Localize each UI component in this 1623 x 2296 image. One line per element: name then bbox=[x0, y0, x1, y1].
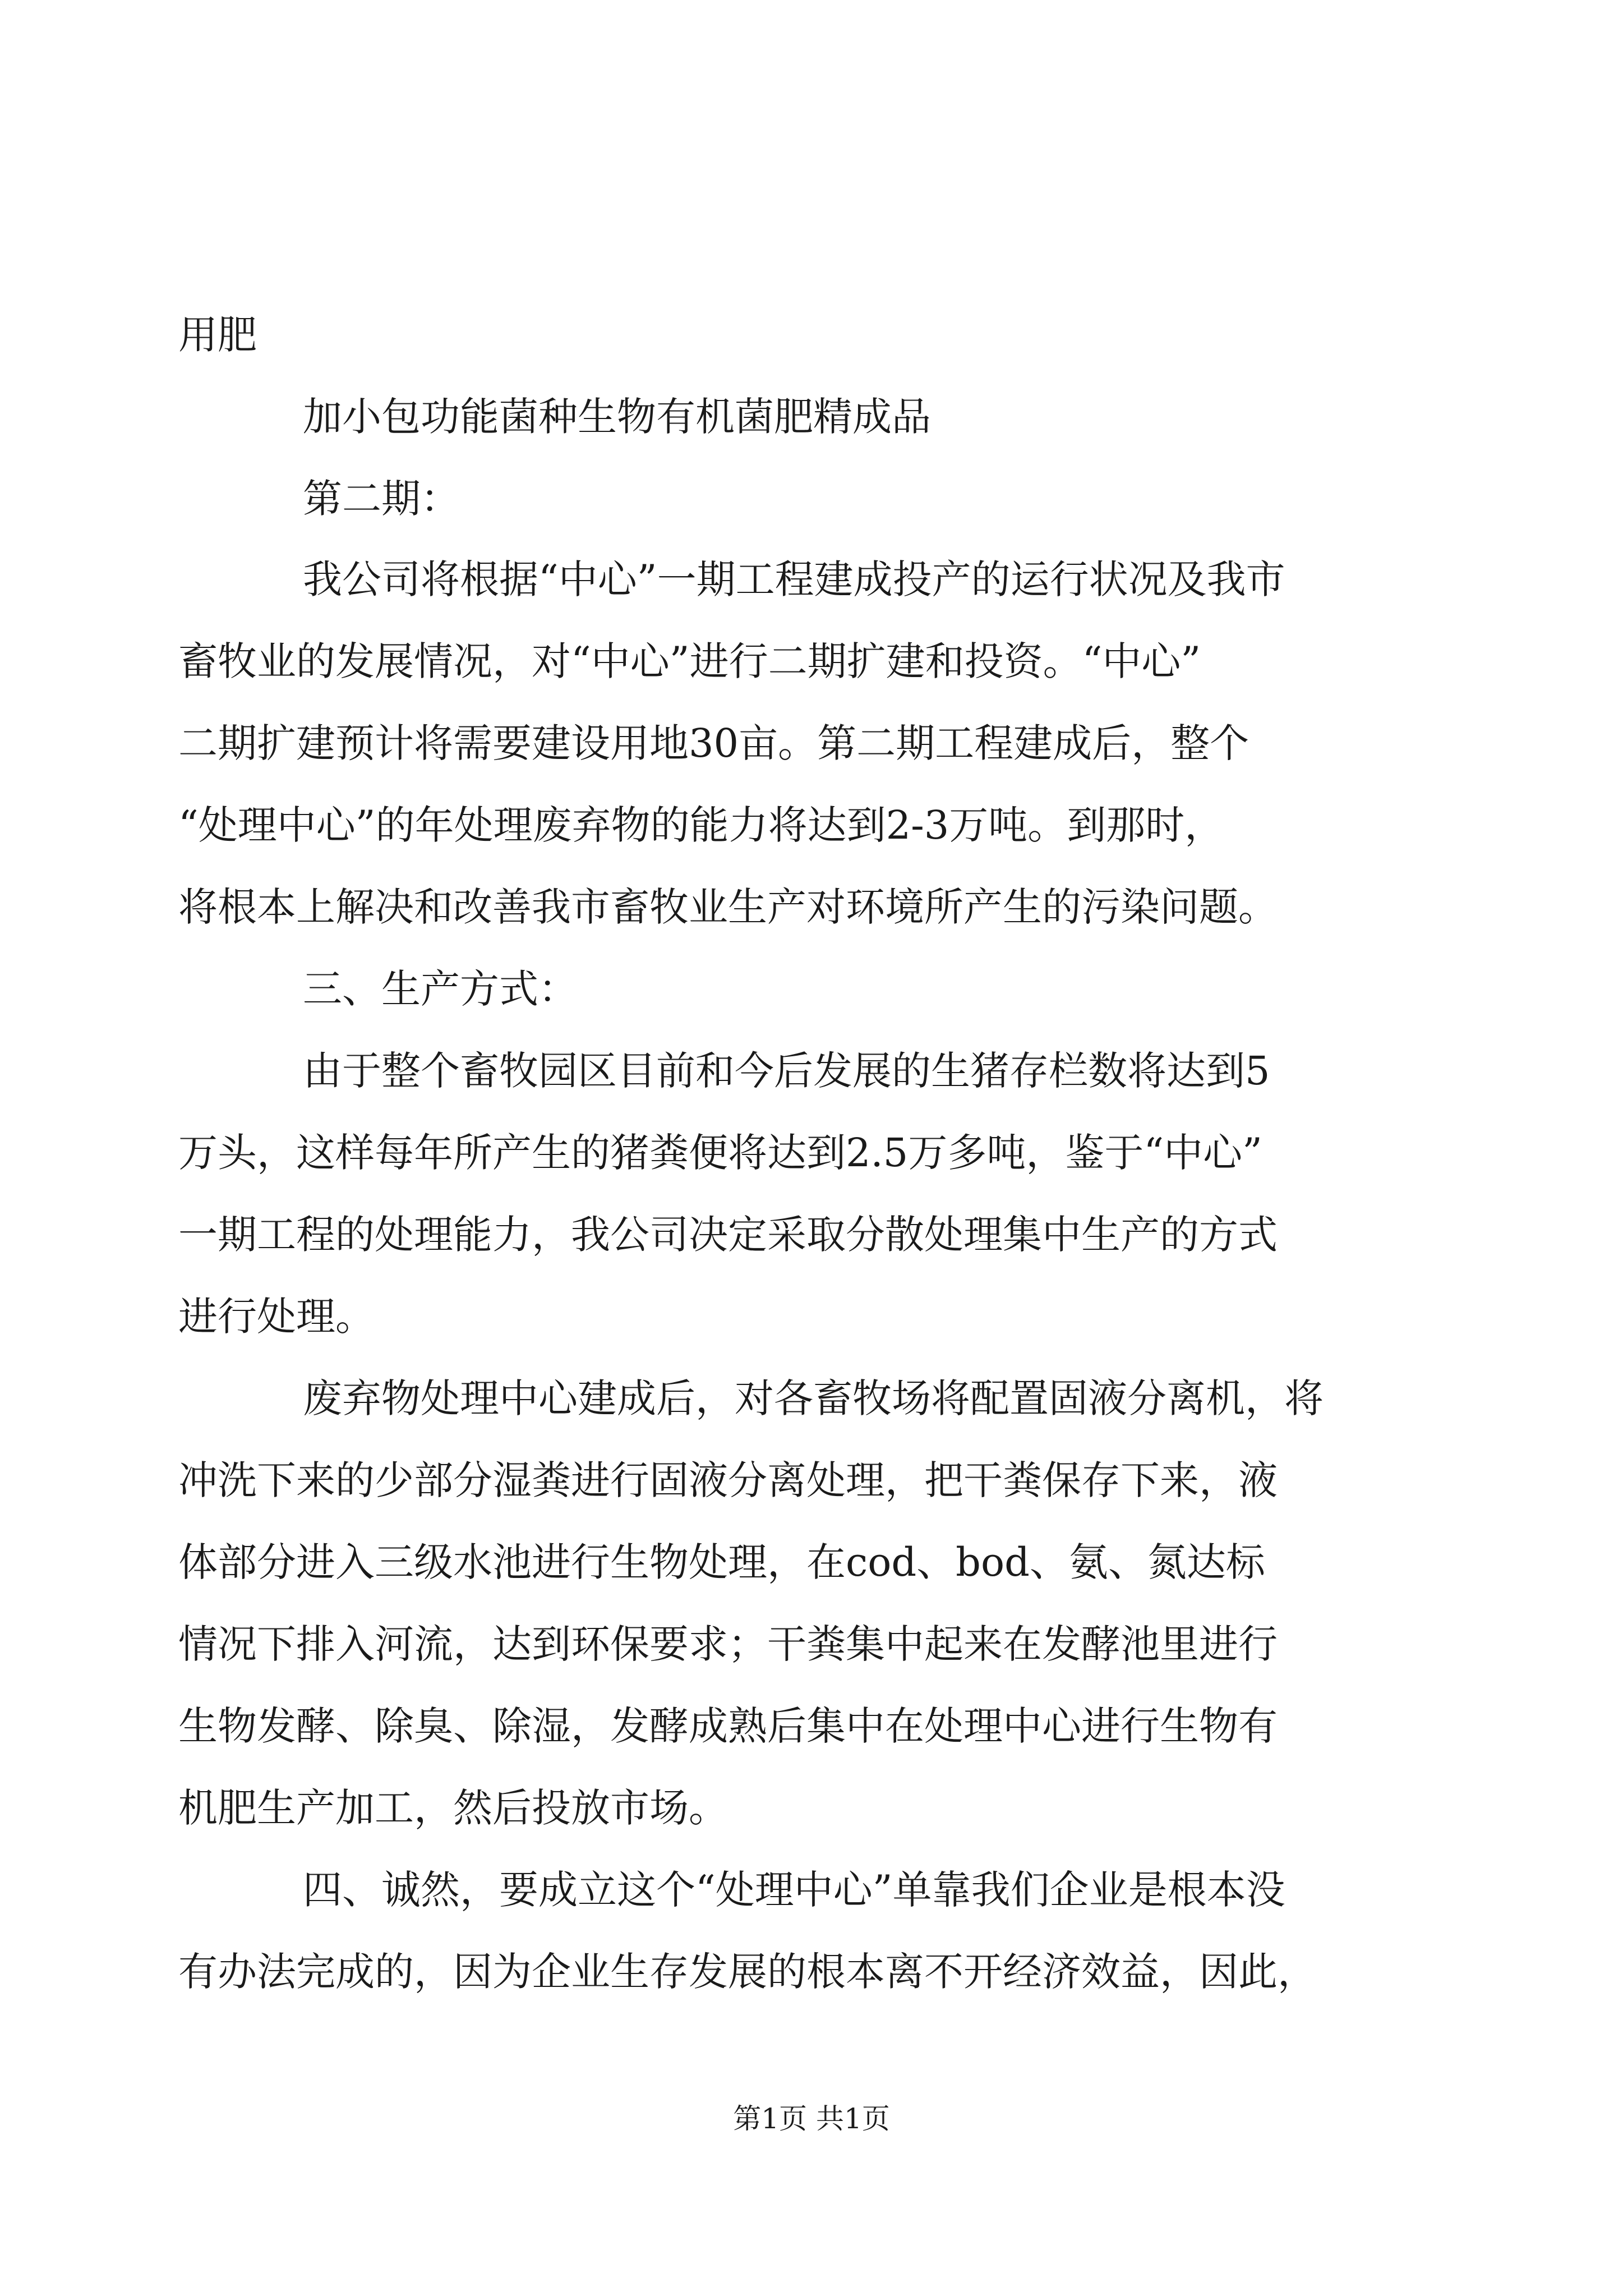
text-line: 机肥生产加工，然后投放市场。 bbox=[178, 1785, 728, 1831]
text-line: 万头，这样每年所产生的猪粪便将达到2.5万多吨，鉴于“中心” bbox=[178, 1130, 1262, 1176]
text-line: 四、诚然，要成立这个“处理中心”单靠我们企业是根本没 bbox=[303, 1867, 1285, 1913]
text-line: 进行处理。 bbox=[178, 1294, 375, 1340]
page-footer: 第1页 共1页 bbox=[733, 2102, 890, 2135]
text-line: 生物发酵、除臭、除湿，发酵成熟后集中在处理中心进行生物有 bbox=[178, 1703, 1278, 1749]
text-line: 二期扩建预计将需要建设用地30亩。第二期工程建成后，整个 bbox=[178, 720, 1249, 766]
text-line: 三、生产方式： bbox=[303, 966, 578, 1012]
text-line: “处理中心”的年处理废弃物的能力将达到2-3万吨。到那时， bbox=[178, 802, 1224, 848]
text-line: 情况下排入河流，达到环保要求；干粪集中起来在发酵池里进行 bbox=[178, 1621, 1278, 1667]
text-line: 废弃物处理中心建成后，对各畜牧场将配置固液分离机，将 bbox=[303, 1375, 1324, 1421]
text-line: 第二期： bbox=[303, 476, 460, 522]
text-line: 用肥 bbox=[178, 312, 257, 358]
text-line: 加小包功能菌种生物有机菌肥精成品 bbox=[303, 394, 931, 440]
text-line: 我公司将根据“中心”一期工程建成投产的运行状况及我市 bbox=[303, 556, 1285, 602]
text-line: 畜牧业的发展情况，对“中心”进行二期扩建和投资。“中心” bbox=[178, 638, 1201, 684]
text-line: 将根本上解决和改善我市畜牧业生产对环境所产生的污染问题。 bbox=[178, 884, 1278, 930]
text-line: 一期工程的处理能力，我公司决定采取分散处理集中生产的方式 bbox=[178, 1212, 1278, 1258]
text-line: 体部分进入三级水池进行生物处理，在cod、bod、氨、氮达标 bbox=[178, 1539, 1265, 1585]
text-line: 由于整个畜牧园区目前和今后发展的生猪存栏数将达到5 bbox=[303, 1048, 1270, 1094]
text-line: 冲洗下来的少部分湿粪进行固液分离处理，把干粪保存下来，液 bbox=[178, 1457, 1278, 1503]
text-line: 有办法完成的，因为企业生存发展的根本离不开经济效益，因此， bbox=[178, 1949, 1317, 1995]
